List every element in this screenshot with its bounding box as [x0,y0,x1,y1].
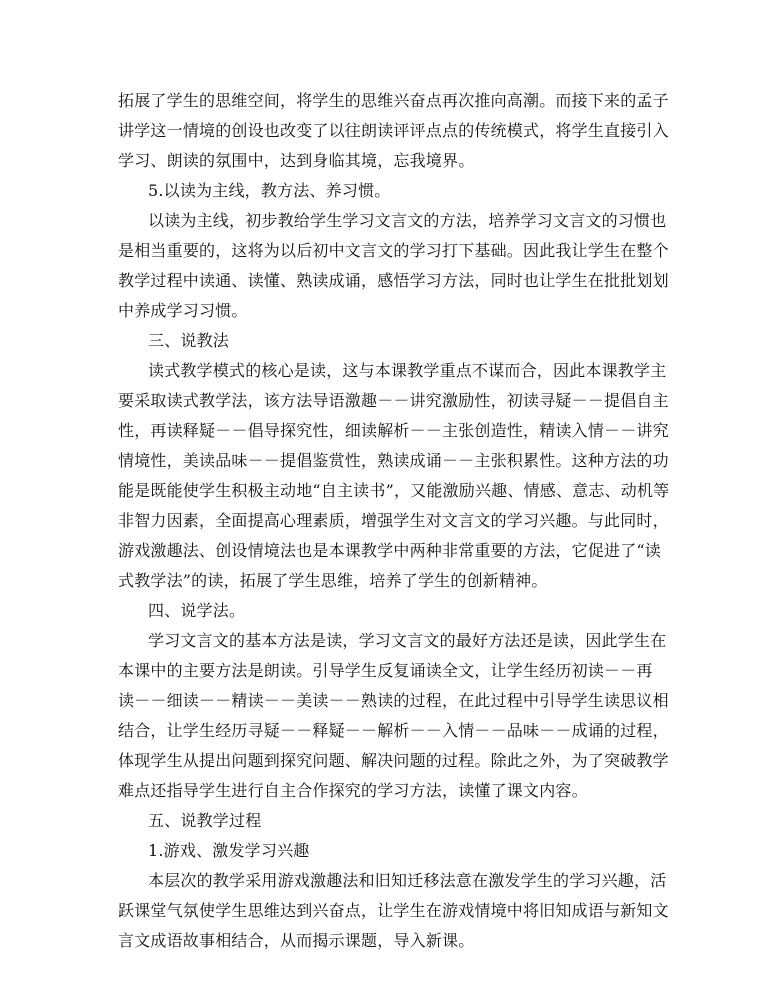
paragraph-learning-method [118,626,669,806]
text-line: 读－－细读－－精读－－美读－－熟读的过程，在此过程中引导学生读思议相 [118,691,669,710]
heading-line: 三、说教法 [148,331,230,350]
text-line: 学习、朗读的氛围中，达到身临其境，忘我境界。 [118,151,475,170]
section-heading-teaching-method [118,326,658,356]
paragraph-teaching-method [118,356,670,596]
text-line: 讲学这一情境的创设也改变了以往朗读评评点点的传统模式，将学生直接引入 [118,121,669,140]
text-line: 结合，让学生经历寻疑－－释疑－－解析－－入情－－品味－－成诵的过程， [118,721,669,740]
text-line: 性，再读释疑－－倡导探究性，细读解析－－主张创造性，精读入情－－讲究 [118,421,669,440]
text-line: 体现学生从提出问题到探究问题、解决问题的过程。除此之外，为了突破教学 [118,751,669,770]
text-line: 能是既能使学生积极主动地“自主读书”，又能激励兴趣、情感、意志、动机等 [118,481,670,500]
text-line: 式教学法”的读，拓展了学生思维，培养了学生的创新精神。 [118,571,548,590]
text-line: 要采取读式教学法，该方法导语激趣－－讲究激励性，初读寻疑－－提倡自主 [118,391,669,410]
paragraph-continuation [118,86,669,176]
section-heading-learning-method [118,596,658,626]
text-line: 教学过程中读通、读懂、熟读成诵，感悟学习方法，同时也让学生在批批划划 [118,271,669,290]
paragraph-reading-mainline [118,206,669,326]
text-line: 是相当重要的，这将为以后初中文言文的学习打下基础。因此我让学生在整个 [118,241,669,260]
text-line: 非智力因素，全面提高心理素质，增强学生对文言文的学习兴趣。与此同时， [118,511,669,530]
subsection-heading-1 [118,836,658,866]
heading-line: 四、说学法。 [148,601,246,620]
heading-line: 5.以读为主线，教方法、养习惯。 [148,181,391,200]
heading-line: 1.游戏、激发学习兴趣 [148,841,310,860]
text-line: 本课中的主要方法是朗读。引导学生反复诵读全文，让学生经历初读－－再 [118,661,653,680]
text-line: 以读为主线，初步教给学生学习文言文的方法，培养学习文言文的习惯也 [148,211,667,230]
text-line: 学习文言文的基本方法是读，学习文言文的最好方法还是读，因此学生在 [148,631,667,650]
document-body [118,86,670,956]
section-heading-teaching-process [118,806,658,836]
paragraph-game-interest [118,866,669,956]
section-heading-5 [118,176,658,206]
text-line: 言文成语故事相结合，从而揭示课题，导入新课。 [118,931,475,950]
text-line: 拓展了学生的思维空间，将学生的思维兴奋点再次推向高潮。而接下来的孟子 [118,91,669,110]
text-line: 情境性，美读品味－－提倡鉴赏性，熟读成诵－－主张积累性。这种方法的功 [118,451,669,470]
heading-line: 五、说教学过程 [148,811,262,830]
text-line: 中养成学习习惯。 [118,301,248,320]
text-line: 游戏激趣法、创设情境法也是本课教学中两种非常重要的方法，它促进了“读 [118,541,661,560]
text-line: 读式教学模式的核心是读，这与本课教学重点不谋而合，因此本课教学主 [148,361,667,380]
text-line: 本层次的教学采用游戏激趣法和旧知迁移法意在激发学生的学习兴趣，活 [148,871,667,890]
text-line: 难点还指导学生进行自主合作探究的学习方法，读懂了课文内容。 [118,781,588,800]
text-line: 跃课堂气氛使学生思维达到兴奋点，让学生在游戏情境中将旧知成语与新知文 [118,901,669,920]
